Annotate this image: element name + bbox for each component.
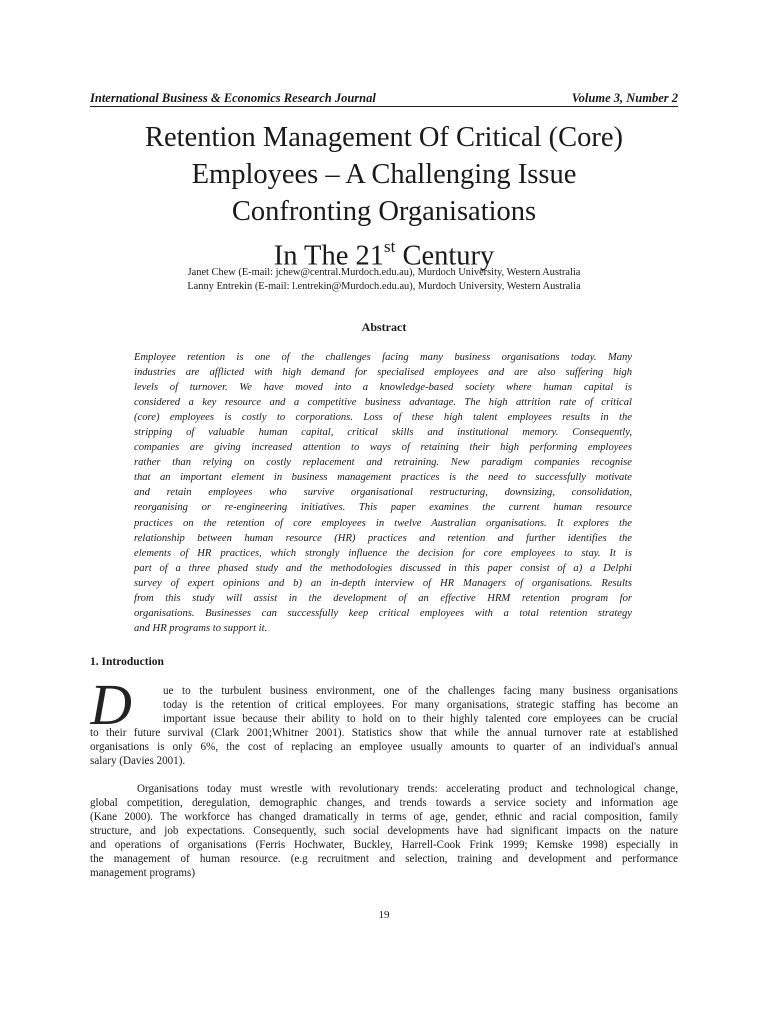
paragraph-line: the management of human resource. (e.g recruitment and selection, training and development and performance — [90, 853, 678, 865]
paragraph-line: organisations is only 6%, the cost of replacing an employee usually amounts to quarter of an individual's annual — [90, 741, 678, 753]
paragraph-line: salary (Davies 2001). — [90, 755, 186, 767]
abstract-line: companies are giving increased attention to ways of retaining their high performing employees — [134, 442, 632, 454]
abstract-line: stripping of valuable human capital, critical skills and institutional memory. Consequently, — [134, 427, 632, 439]
abstract-line: elements of HR practices, which strongly influence the decision for core employees to stay. It is — [134, 547, 632, 559]
paragraph-line: global competition, deregulation, demographic changes, and trends towards a service society and information age — [90, 797, 678, 809]
paragraph-line: Organisations today must wrestle with revolutionary trends: accelerating product and technological change, — [137, 783, 678, 795]
abstract-line: part of a three phased study and the methodologies discussed in this paper consist of a) a Delphi — [134, 562, 632, 574]
volume-number: Volume 3, Number 2 — [571, 91, 678, 105]
paragraph-line: today is the retention of critical employees. For many organisations, strategic staffing has become an — [163, 699, 678, 711]
abstract-line: and retain employees who survive organisational restructuring, downsizing, consolidation, — [134, 487, 632, 499]
title-superscript: st — [384, 237, 396, 256]
paper-title — [90, 119, 678, 275]
page-number: 19 — [378, 909, 390, 921]
paper-page — [90, 0, 678, 1024]
abstract-line: survey of expert opinions and b) an in-depth interview of HR Managers of organisations. Results — [134, 577, 632, 589]
running-header — [90, 90, 678, 107]
abstract-line: rather than relying on costly replacement and retraining. New paradigm companies recognise — [134, 457, 632, 469]
abstract-line: Employee retention is one of the challenges facing many business organisations today. Many — [134, 352, 632, 363]
abstract-line: and HR programs to support it. — [134, 622, 268, 634]
paragraph-line: (Kane 2000). The workforce has changed dramatically in terms of age, gender, ethnic and racial composition, family — [90, 811, 678, 823]
introduction-paragraph — [90, 782, 678, 880]
section-heading: 1. Introduction — [90, 656, 164, 668]
abstract-line: that an important element in business management practices is the need to successfully motivate — [134, 472, 632, 484]
paragraph-line: ue to the turbulent business environment, one of the challenges facing many business organisations — [163, 685, 678, 697]
drop-cap: D — [90, 680, 132, 732]
abstract-line: reorganising or re-engineering initiatives. This paper examines the current human resource — [134, 502, 632, 514]
title-line: Retention Management Of Critical (Core) — [144, 122, 623, 153]
abstract-line: levels of turnover. We have moved into a knowledge-based society where human capital is — [134, 382, 632, 394]
paragraph-line: structure, and job expectations. Consequently, such social developments have had significant impacts on the nature — [90, 825, 678, 837]
paragraph-line: management programs) — [90, 867, 196, 879]
abstract-line: considered a key resource and a competitive business advantage. The high attrition rate of critical — [134, 397, 632, 409]
author-list — [90, 266, 678, 294]
author-line: Lanny Entrekin (E-mail: l.entrekin@Murdoch.edu.au), Murdoch University, Western Australia — [187, 281, 581, 292]
paragraph-line: and operations of organisations (Ferris Hochwater, Buckley, Harrell-Cook Frink 1999; Kemske 1998) especially in — [90, 839, 678, 851]
paragraph-line: to their future survival (Clark 2001;Whitner 2001). Statistics show that while the annual turnover rate at established — [90, 727, 678, 739]
title-line: Confronting Organisations — [231, 196, 537, 227]
title-line-4-start: In The 21 — [273, 240, 384, 272]
title-line: Employees – A Challenging Issue — [191, 159, 577, 190]
abstract-line: from this study will assist in the development of an effective HRM retention program for — [134, 592, 632, 604]
abstract-line: relationship between human resource (HR) practices and retention and further identifies the — [134, 532, 632, 544]
abstract-line: organisations. Businesses can successfully keep critical employees with a total retention strategy — [134, 607, 632, 619]
abstract-line: industries are afflicted with high demand for specialised employees and are also suffering high — [134, 367, 632, 379]
journal-name: International Business & Economics Research Journal — [90, 91, 376, 105]
abstract-line: (core) employees is costly to corporations. Loss of these high talent employees results in the — [134, 412, 632, 424]
introduction-paragraph — [90, 684, 678, 768]
paragraph-line: important issue because their ability to hold on to their highly talented core employees can be crucial — [163, 713, 678, 725]
abstract-line: practices on the retention of core employees in twelve Australian organisations. It explores the — [134, 517, 632, 529]
title-line-4-end: Century — [395, 240, 495, 272]
author-line: Janet Chew (E-mail: jchew@central.Murdoch.edu.au), Murdoch University, Western Australia — [187, 267, 581, 278]
abstract-body — [134, 350, 632, 636]
abstract-heading: Abstract — [361, 320, 407, 334]
